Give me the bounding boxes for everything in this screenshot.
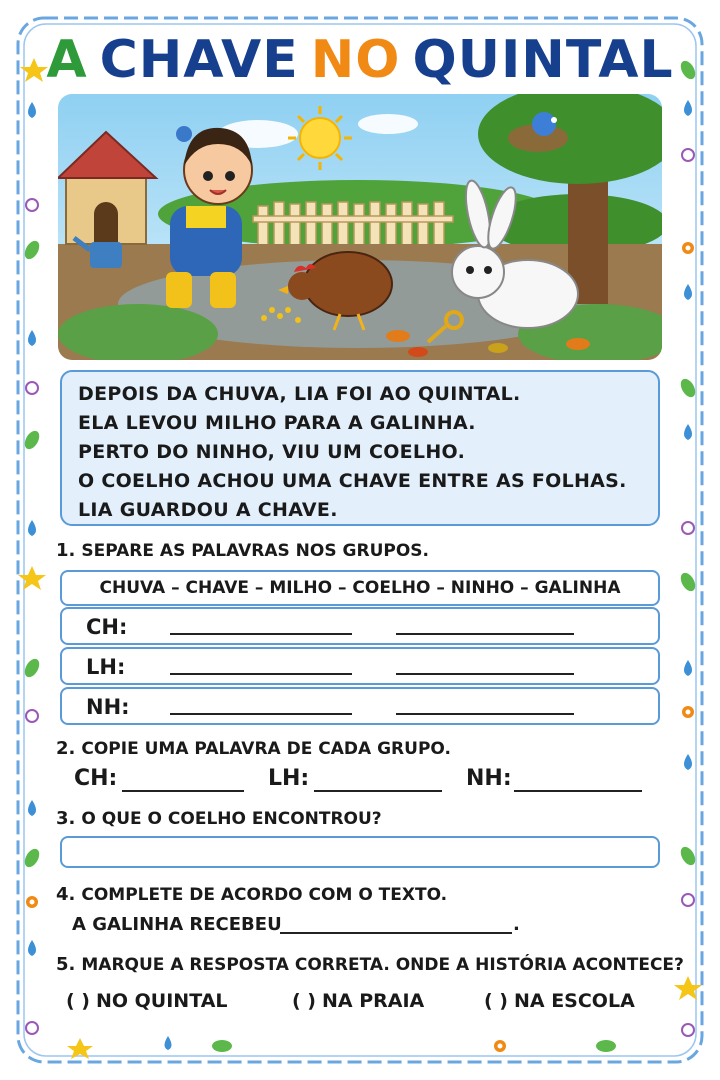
copy-label-nh: NH: [466, 766, 512, 791]
question-number: 2. [56, 738, 76, 759]
story-line: PERTO DO NINHO, VIU UM COELHO. [78, 441, 466, 463]
spiral-icon [682, 1024, 694, 1036]
spiral-icon [682, 522, 694, 534]
spiral-icon [682, 894, 694, 906]
leaf-icon [678, 570, 698, 593]
option-label: NA PRAIA [321, 990, 425, 1012]
answer-line[interactable] [170, 673, 352, 675]
question-number: 4. [56, 884, 76, 905]
drop-icon [28, 330, 36, 346]
spiral-icon [26, 710, 38, 722]
option-praia[interactable] [292, 990, 424, 1012]
option-escola[interactable] [484, 990, 635, 1012]
drop-icon [684, 424, 692, 440]
option-quintal[interactable] [66, 990, 228, 1012]
answer-line[interactable] [396, 713, 574, 715]
question-text: MARQUE A RESPOSTA CORRETA. ONDE A HISTÓRIA ACONTECE? [81, 955, 684, 975]
question-5 [56, 954, 684, 975]
title-word: QUINTAL [412, 30, 674, 90]
answer-line[interactable] [170, 713, 352, 715]
question-number: 3. [56, 808, 76, 829]
answer-line[interactable] [170, 633, 352, 635]
answer-line[interactable] [396, 673, 574, 675]
story-line: DEPOIS DA CHUVA, LIA FOI AO QUINTAL. [78, 383, 521, 405]
page-title [0, 30, 720, 90]
spiral-icon [682, 149, 694, 161]
drop-icon [684, 100, 692, 116]
drop-icon [684, 284, 692, 300]
sentence-end: . [513, 914, 520, 935]
leaf-icon [22, 846, 42, 869]
title-word: NO [310, 30, 401, 90]
question-number: 1. [56, 540, 76, 561]
question-text: O QUE O COELHO ENCONTROU? [81, 809, 382, 829]
question-number: 5. [56, 954, 76, 975]
story-illustration [58, 94, 662, 360]
star-icon [674, 976, 702, 1000]
question-3 [56, 808, 382, 829]
story-text-box [60, 370, 660, 526]
leaf-icon [22, 428, 42, 451]
drop-icon [684, 660, 692, 676]
answer-line[interactable] [396, 633, 574, 635]
checkbox-parentheses[interactable]: ( ) [292, 990, 316, 1012]
story-line: O COELHO ACHOU UMA CHAVE ENTRE AS FOLHAS. [78, 470, 627, 492]
flower-icon [494, 1040, 506, 1052]
star-icon [67, 1038, 93, 1059]
option-label: NA ESCOLA [513, 990, 635, 1012]
copy-label-lh: LH: [268, 766, 310, 791]
question-text: COPIE UMA PALAVRA DE CADA GRUPO. [81, 739, 451, 759]
leaf-icon [212, 1040, 232, 1052]
answer-line[interactable] [280, 932, 512, 934]
drop-icon [28, 520, 36, 536]
spiral-icon [26, 1022, 38, 1034]
leaf-icon [596, 1040, 616, 1052]
flower-icon [26, 896, 38, 908]
leaf-icon [22, 656, 42, 679]
answer-box[interactable] [60, 836, 660, 868]
drop-icon [28, 940, 36, 956]
answer-line[interactable] [122, 790, 244, 792]
leaf-icon [678, 844, 698, 867]
spiral-icon [26, 199, 38, 211]
drop-icon [28, 800, 36, 816]
group-row-ch [60, 607, 660, 645]
option-label: NO QUINTAL [95, 990, 228, 1012]
title-word: CHAVE [99, 30, 299, 90]
leaf-icon [22, 238, 42, 261]
spiral-icon [26, 382, 38, 394]
checkbox-parentheses[interactable]: ( ) [484, 990, 508, 1012]
star-icon [18, 566, 46, 590]
group-label: LH: [86, 655, 126, 679]
drop-icon [28, 102, 36, 118]
sentence-start: A GALINHA RECEBEU [72, 914, 282, 935]
drop-icon [684, 754, 692, 770]
answer-line[interactable] [314, 790, 442, 792]
question-2 [56, 738, 451, 759]
title-word: A [46, 30, 88, 90]
flower-icon [682, 242, 694, 254]
flower-icon [682, 706, 694, 718]
question-text: SEPARE AS PALAVRAS NOS GRUPOS. [81, 541, 429, 561]
question-text: COMPLETE DE ACORDO COM O TEXTO. [81, 885, 448, 905]
drop-icon [165, 1036, 172, 1050]
question-4 [56, 884, 447, 905]
group-row-lh [60, 647, 660, 685]
group-row-nh [60, 687, 660, 725]
word-bank: CHUVA – CHAVE – MILHO – COELHO – NINHO – GALINHA [60, 570, 660, 606]
group-label: CH: [86, 615, 128, 639]
leaf-icon [678, 376, 698, 399]
group-label: NH: [86, 695, 130, 719]
answer-line[interactable] [514, 790, 642, 792]
question-1 [56, 540, 429, 561]
story-line: ELA LEVOU MILHO PARA A GALINHA. [78, 412, 476, 434]
story-line: LIA GUARDOU A CHAVE. [78, 499, 338, 521]
checkbox-parentheses[interactable]: ( ) [66, 990, 90, 1012]
copy-label-ch: CH: [74, 766, 118, 791]
